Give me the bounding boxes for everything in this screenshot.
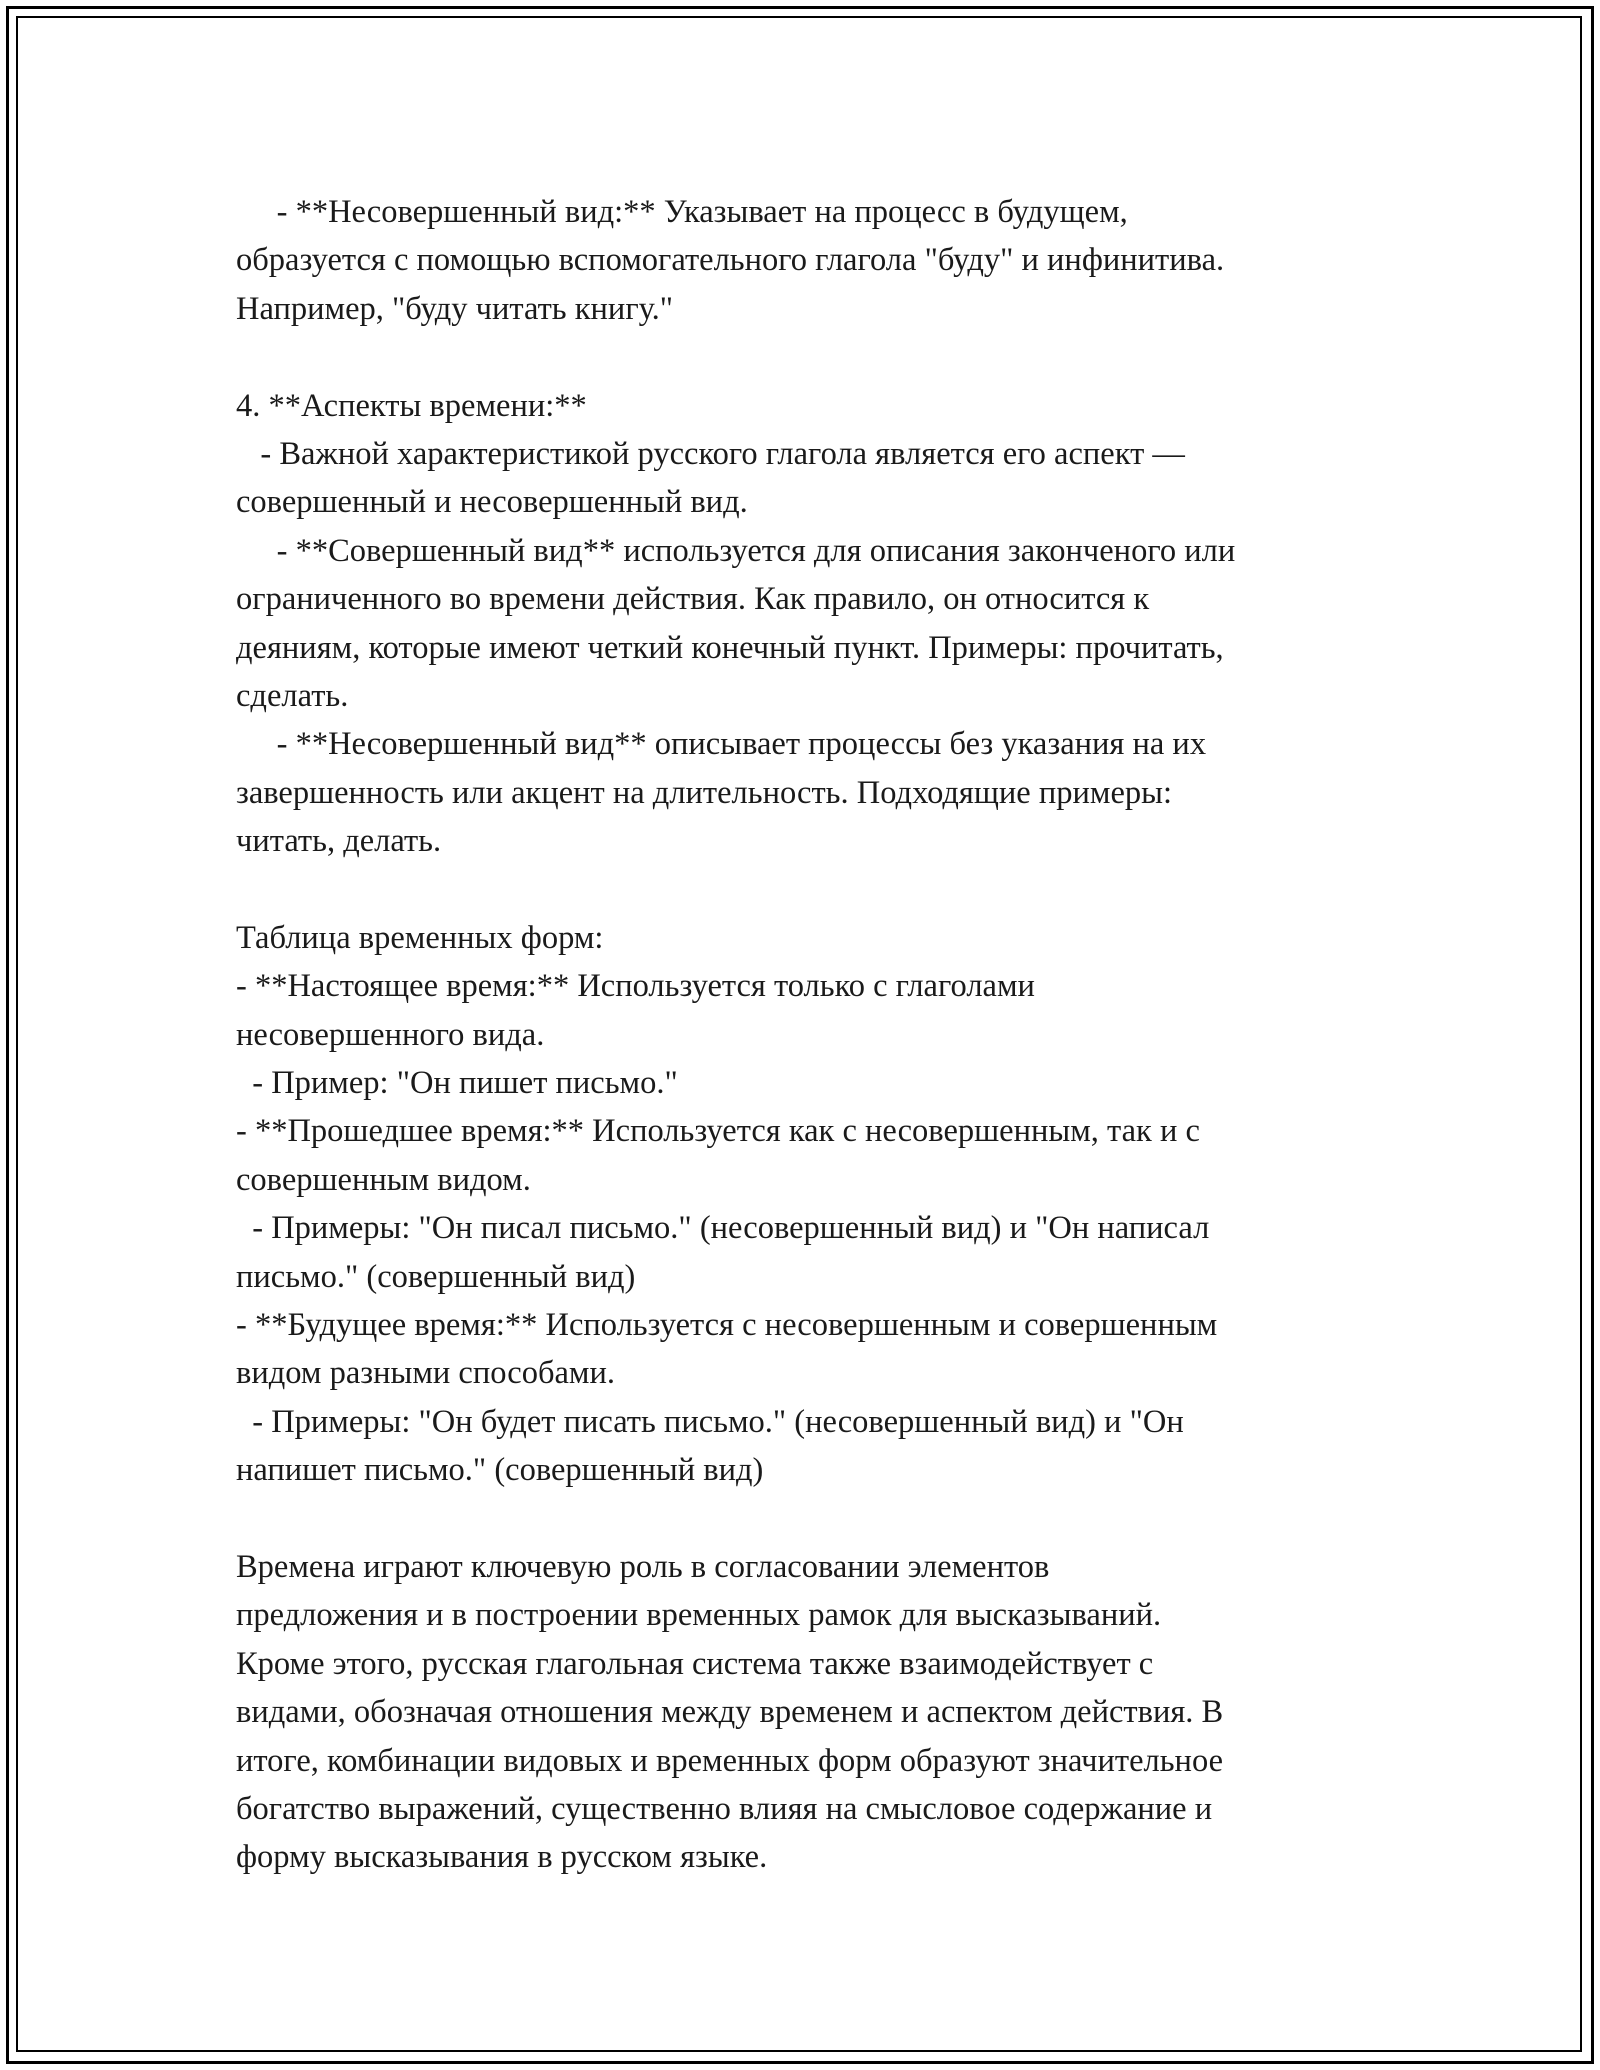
text-line: напишет письмо." (совершенный вид) (236, 1452, 764, 1489)
text-line: совершенный и несовершенный вид. (236, 484, 748, 521)
text-line: - **Настоящее время:** Используется только с глаголами (236, 968, 1035, 1005)
table-heading: Таблица временных форм: (236, 919, 604, 956)
text-line: читать, делать. (236, 823, 442, 860)
text-line: - **Будущее время:** Используется с несовершенным и совершенным (236, 1306, 1218, 1343)
text-line: - Примеры: "Он писал письмо." (несовершенный вид) и "Он написал (236, 1210, 1210, 1247)
text-line: - Пример: "Он пишет письмо." (236, 1065, 678, 1102)
blank-line (236, 865, 1386, 913)
text-line: видами, обозначая отношения между временем и аспектом действия. В (236, 1694, 1224, 1731)
text-line: деяниям, которые имеют четкий конечный пункт. Примеры: прочитать, (236, 629, 1224, 666)
text-line: - **Прошедшее время:** Используется как с несовершенным, так и с (236, 1113, 1200, 1150)
text-line: совершенным видом. (236, 1161, 531, 1198)
text-line: видом разными способами. (236, 1355, 616, 1392)
text-line: - Важной характеристикой русского глагола является его аспект — (236, 435, 1185, 472)
text-line: - **Совершенный вид** используется для описания законченого или (236, 532, 1236, 569)
text-line: форму высказывания в русском языке. (236, 1839, 768, 1876)
section-heading: 4. **Аспекты времени:** (236, 387, 587, 424)
text-line: несовершенного вида. (236, 1016, 545, 1053)
text-line: образуется с помощью вспомогательного глагола "буду" и инфинитива. (236, 242, 1225, 279)
text-line: Кроме этого, русская глагольная система также взаимодействует с (236, 1645, 1154, 1682)
text-line: - **Несовершенный вид** описывает процессы без указания на их (236, 726, 1207, 763)
text-line: сделать. (236, 677, 349, 714)
text-line: - Примеры: "Он будет писать письмо." (несовершенный вид) и "Он (236, 1403, 1184, 1440)
text-line: Например, "буду читать книгу." (236, 290, 674, 327)
text-line: письмо." (совершенный вид) (236, 1258, 636, 1295)
text-line: богатство выражений, существенно влияя на смысловое содержание и (236, 1790, 1213, 1827)
text-line: Времена играют ключевую роль в согласовании элементов (236, 1548, 1050, 1585)
blank-line (236, 1495, 1386, 1543)
text-line: ограниченного во времени действия. Как правило, он относится к (236, 581, 1150, 618)
document-body (236, 188, 1386, 1882)
text-line: - **Несовершенный вид:** Указывает на процесс в будущем, (236, 194, 1128, 230)
text-line: предложения и в построении временных рамок для высказываний. (236, 1597, 1162, 1634)
text-line: завершенность или акцент на длительность. Подходящие примеры: (236, 774, 1172, 811)
text-line: итоге, комбинации видовых и временных форм образуют значительное (236, 1742, 1224, 1779)
blank-line (236, 333, 1386, 381)
